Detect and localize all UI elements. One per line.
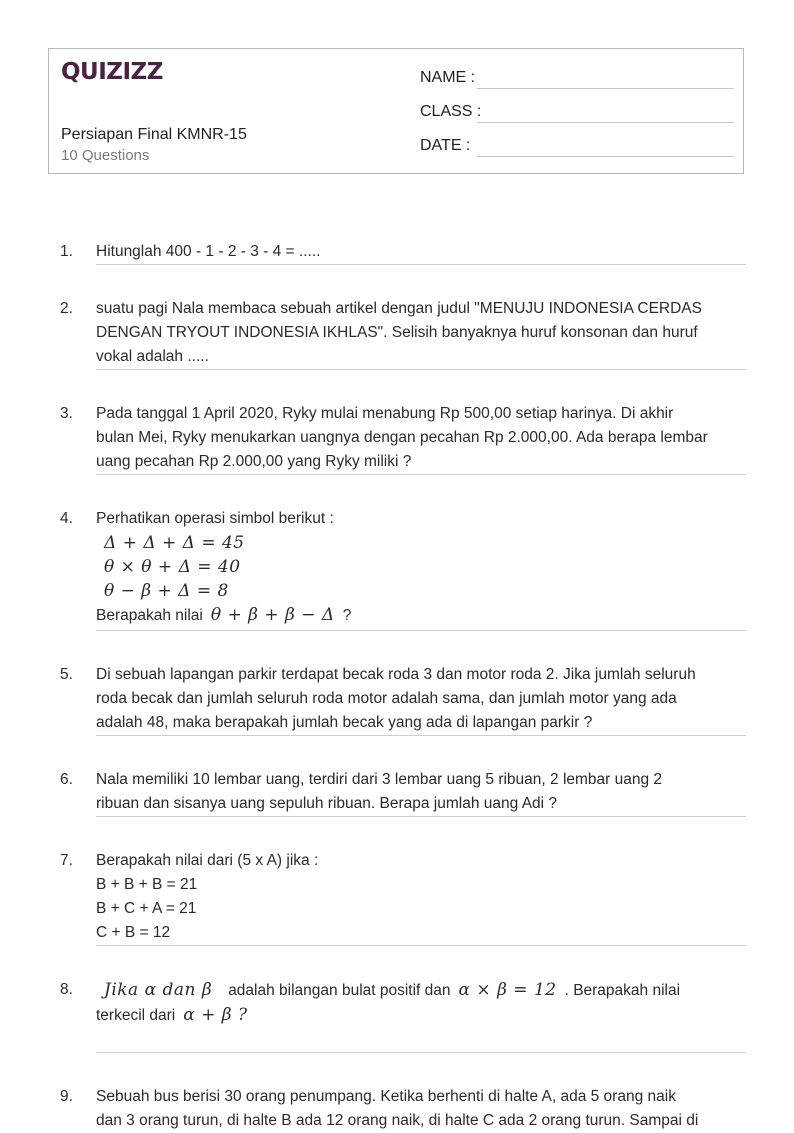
question-line: suatu pagi Nala membaca sebuah artikel dengan judul "MENUJU INDONESIA CERDAS [96,300,702,317]
question-number: 1. [60,243,73,260]
question-text [96,663,746,735]
question-line: Nala memiliki 10 lembar uang, terdiri dari 3 lembar uang 5 ribuan, 2 lembar uang 2 [96,771,663,788]
class-field[interactable] [420,101,734,125]
question-number: 3. [60,405,73,422]
question-text [96,768,746,816]
question-line: Hitunglah 400 - 1 - 2 - 3 - 4 = ..... [96,243,321,260]
question-number: 5. [60,666,73,683]
question-number: 8. [60,981,73,998]
question-ask [96,603,746,628]
answer-line [96,630,746,631]
answer-line [96,474,746,475]
math-expression: α + β ? [183,1005,248,1025]
question-fragment: . Berapakah nilai [564,982,681,999]
date-field[interactable] [420,135,734,159]
math-expression: α × β = 12 [458,980,557,1000]
question-fragment: adalah bilangan bulat positif dan [228,982,451,999]
question-line: B + C + A = 21 [96,900,197,917]
class-line[interactable] [477,122,734,123]
date-label: DATE : [420,137,471,154]
question-text [96,402,746,474]
date-line[interactable] [477,156,734,157]
question-fragment: terkecil dari [96,1007,176,1024]
answer-line [96,945,746,946]
answer-line [96,1052,746,1053]
worksheet-header [48,48,744,174]
name-line[interactable] [477,88,734,89]
answer-line [96,816,746,817]
question-line: uang pecahan Rp 2.000,00 yang Ryky miliki ? [96,453,412,470]
equation-2: θ × θ + Δ = 40 [104,557,241,577]
question-line: DENGAN TRYOUT INDONESIA IKHLAS". Selisih banyaknya huruf konsonan dan huruf [96,324,698,341]
question-line: dan 3 orang turun, di halte B ada 12 orang naik, di halte C ada 2 orang turun. Sampai di [96,1112,699,1129]
math-expression: Jika α dan β [104,980,213,1000]
question-text [96,507,746,628]
answer-line [96,735,746,736]
question-intro: Perhatikan operasi simbol berikut : [96,510,334,527]
answer-line [96,264,746,265]
question-text [96,978,746,1028]
question-line: bulan Mei, Ryky menukarkan uangnya dengan pecahan Rp 2.000,00. Ada berapa lembar [96,429,708,446]
name-field[interactable] [420,67,734,91]
question-text [96,240,746,264]
question-line [96,1003,746,1028]
question-line: roda becak dan jumlah seluruh roda motor adalah sama, dan jumlah motor yang ada [96,690,677,707]
worksheet-title: Persiapan Final KMNR-15 [61,126,247,143]
question-number: 4. [60,510,73,527]
equation-3: θ − β + Δ = 8 [104,581,229,601]
question-line: Sebuah bus berisi 30 orang penumpang. Ketika berhenti di halte A, ada 5 orang naik [96,1088,676,1105]
question-line: Di sebuah lapangan parkir terdapat becak roda 3 dan motor roda 2. Jika jumlah seluruh [96,666,696,683]
question-line: ribuan dan sisanya uang sepuluh ribuan. Berapa jumlah uang Adi ? [96,795,558,812]
ask-suffix: ? [342,607,352,624]
ask-expression: θ + β + β − Δ [210,605,335,625]
question-line: B + B + B = 21 [96,876,198,893]
question-number: 2. [60,300,73,317]
question-text [96,849,746,945]
question-line: vokal adalah ..... [96,348,209,365]
question-number: 6. [60,771,73,788]
question-line: Pada tanggal 1 April 2020, Ryky mulai menabung Rp 500,00 setiap harinya. Di akhir [96,405,674,422]
question-text [96,297,746,369]
question-text [96,1085,746,1133]
name-label: NAME : [420,69,476,86]
answer-line [96,369,746,370]
question-line: C + B = 12 [96,924,171,941]
question-line: Berapakah nilai dari (5 x A) jika : [96,852,319,869]
equation-1: Δ + Δ + Δ = 45 [104,533,245,553]
question-count: 10 Questions [61,147,150,164]
question-number: 9. [60,1088,73,1105]
ask-prefix: Berapakah nilai [96,607,203,624]
question-line: adalah 48, maka berapakah jumlah becak yang ada di lapangan parkir ? [96,714,593,731]
question-number: 7. [60,852,73,869]
class-label: CLASS : [420,103,482,120]
quizizz-logo: QUIZIZZ [61,59,163,85]
question-line [96,978,746,1003]
